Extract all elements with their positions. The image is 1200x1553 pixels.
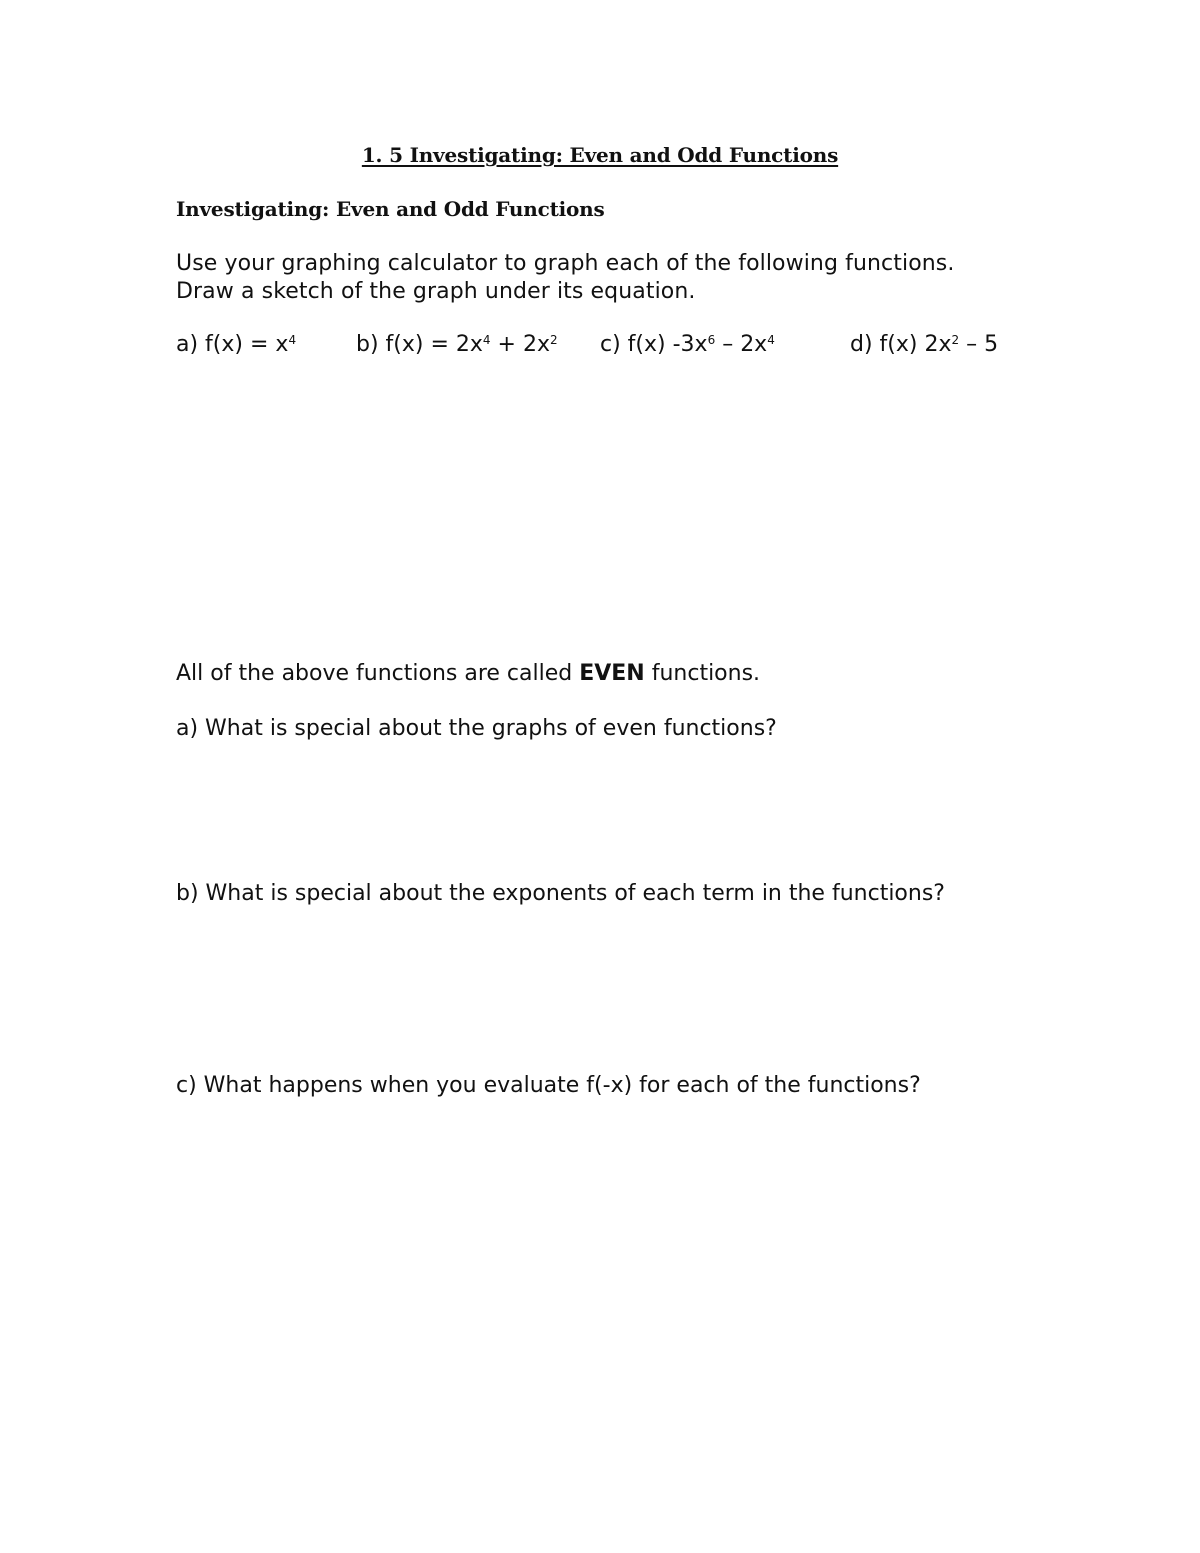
function-c-text-2: – 2x (715, 332, 768, 357)
function-b-exponent-1: 4 (482, 332, 491, 347)
function-b-text-2: + 2x (490, 332, 550, 357)
function-b-exponent-2: 2 (550, 332, 558, 347)
function-a-exponent: 4 (288, 332, 297, 347)
function-c-exponent-1: 6 (707, 332, 716, 347)
function-c (600, 332, 775, 357)
question-a: a) What is special about the graphs of even functions? (176, 716, 777, 741)
function-d-text-1: d) f(x) 2x (850, 332, 952, 357)
function-d (850, 332, 998, 357)
question-c: c) What happens when you evaluate f(-x) for each of the functions? (176, 1073, 921, 1098)
instructions-line-1: Use your graphing calculator to graph each of the following functions. (176, 251, 955, 276)
function-a (176, 332, 296, 357)
instructions (176, 250, 954, 306)
statement-text-before: All of the above functions are called (176, 661, 580, 686)
instructions-line-2: Draw a sketch of the graph under its equation. (176, 279, 696, 304)
question-b: b) What is special about the exponents of each term in the functions? (176, 881, 945, 906)
function-b-text-1: b) f(x) = 2x (356, 332, 483, 357)
function-a-text: a) f(x) = x (176, 332, 289, 357)
even-functions-statement (176, 661, 760, 686)
function-c-exponent-2: 4 (767, 332, 775, 347)
section-heading: Investigating: Even and Odd Functions (176, 197, 605, 221)
statement-emphasis: EVEN (579, 661, 645, 686)
function-d-exponent-1: 2 (951, 332, 960, 347)
function-c-text-1: c) f(x) -3x (600, 332, 708, 357)
page-title: 1. 5 Investigating: Even and Odd Functions (361, 143, 839, 167)
statement-text-after: functions. (644, 661, 761, 686)
function-d-text-2: – 5 (959, 332, 999, 357)
function-b (356, 332, 558, 357)
